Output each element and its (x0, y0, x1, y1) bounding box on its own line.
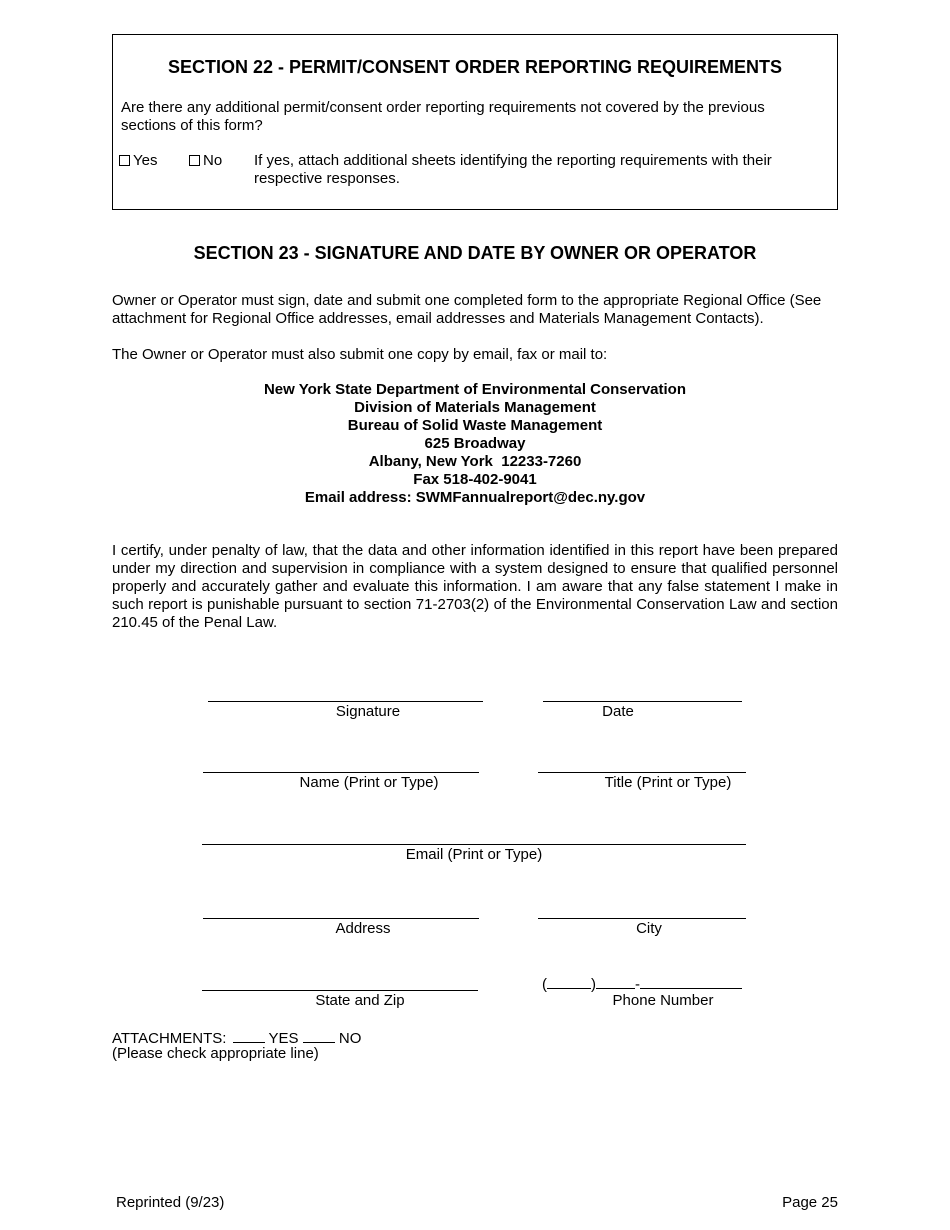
title-label: Title (Print or Type) (604, 774, 732, 791)
date-label: Date (602, 703, 634, 720)
phone-close-paren: ) (591, 976, 596, 993)
address-label: Address (335, 920, 391, 937)
address-line-5: Albany, New York 12233-7260 (368, 453, 582, 470)
yes-label: Yes (133, 152, 158, 169)
section-23-title: SECTION 23 - SIGNATURE AND DATE BY OWNER OR OPERATOR (193, 243, 757, 263)
state-zip-line[interactable] (202, 990, 478, 991)
email-label: Email (Print or Type) (405, 846, 543, 863)
name-line[interactable] (203, 772, 479, 773)
email-line[interactable] (202, 844, 746, 845)
phone-open-paren: ( (542, 976, 547, 993)
area-code-blank[interactable] (547, 974, 591, 989)
section-22-box (112, 34, 838, 210)
phone-label: Phone Number (612, 992, 714, 1009)
signature-label: Signature (335, 703, 401, 720)
exchange-blank[interactable] (596, 974, 635, 989)
address-line-7: Email address: SWMFannualreport@dec.ny.gov (304, 489, 646, 506)
address-line-2: Division of Materials Management (354, 399, 596, 416)
mailing-address (112, 381, 838, 507)
address-line-3: Bureau of Solid Waste Management (347, 417, 603, 434)
city-label: City (636, 920, 662, 937)
attachments-yes-label: YES (268, 1030, 299, 1047)
section-22-question: Are there any additional permit/consent order reporting requirements not covered by the previous sections of this form? (121, 99, 765, 134)
city-line[interactable] (538, 918, 746, 919)
date-line[interactable] (543, 701, 742, 702)
section-22-title: SECTION 22 - PERMIT/CONSENT ORDER REPORTING REQUIREMENTS (167, 57, 783, 77)
no-checkbox[interactable] (189, 155, 200, 166)
address-line-1: New York State Department of Environmental Conservation (263, 381, 687, 398)
address-line-6: Fax 518-402-9041 (413, 471, 537, 488)
section-22-note: If yes, attach additional sheets identifying the reporting requirements with their respective responses. (254, 152, 772, 187)
attachments-no-blank[interactable] (303, 1028, 335, 1043)
name-label: Name (Print or Type) (299, 774, 439, 791)
title-line[interactable] (538, 772, 746, 773)
attachments-note: (Please check appropriate line) (112, 1045, 319, 1062)
line-number-blank[interactable] (640, 974, 742, 989)
page-number: Page 25 (782, 1194, 838, 1211)
yes-option[interactable] (119, 152, 157, 170)
copy-instruction: The Owner or Operator must also submit one copy by email, fax or mail to: (112, 346, 608, 363)
certification-statement: I certify, under penalty of law, that the data and other information identified in this report have been prepared under my direction and supervision in compliance with a system designed to ensure that qualified personnel properly and accurately gather and evaluate this information. I am aware that any false statement I make in such report is punishable pursuant to section 71-2703(2) of the Environmental Conservation Law and section 210.45 of the Penal Law. (112, 542, 838, 631)
address-line-4: 625 Broadway (424, 435, 526, 452)
attachments-yes-blank[interactable] (233, 1028, 265, 1043)
attachments-no-label: NO (338, 1030, 362, 1047)
no-label: No (203, 152, 223, 169)
no-option[interactable] (189, 152, 222, 170)
phone-number-field[interactable] (542, 974, 742, 994)
reprinted-date: Reprinted (9/23) (116, 1194, 225, 1211)
signature-line[interactable] (208, 701, 483, 702)
section-23-intro: Owner or Operator must sign, date and submit one completed form to the appropriate Regional Office (See attachment for Regional Office addresses, email addresses and Materials Management Contacts). (112, 292, 822, 327)
phone-dash: - (635, 976, 640, 993)
address-line[interactable] (203, 918, 479, 919)
state-zip-label: State and Zip (315, 992, 405, 1009)
attachments-label: ATTACHMENTS: (112, 1030, 227, 1047)
yes-checkbox[interactable] (119, 155, 130, 166)
